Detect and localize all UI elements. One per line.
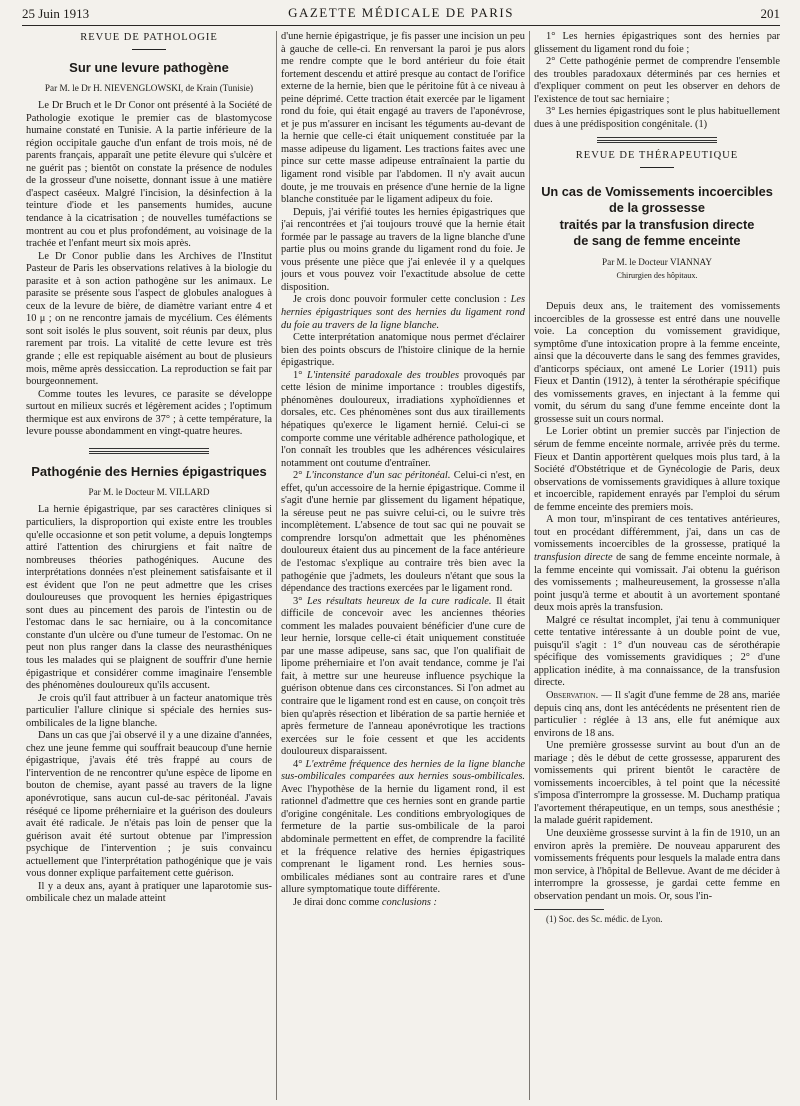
emphasis: Les résultats heureux de la cure radicale. xyxy=(307,595,492,607)
rule xyxy=(132,49,166,50)
paragraph: Depuis, j'ai vérifié toutes les hernies épigastriques que j'ai rencontrées et j'ai toujours trouvé que la hernie était formée par le passage au travers de la ligne blanche d'une partie plus ou moins grande du ligament rond du foie. Je vous présente une pièce que j'ai enlevée il y a quelques jours et vous pouvez voir l'exactitude absolue de cette disposition. xyxy=(281,206,525,293)
title-line: de la grossesse xyxy=(608,200,706,216)
paragraph: Je crois qu'il faut attribuer à un facteur anatomique très particulier l'allure clinique si spéciale des hernies sus-ombilicales de la ligne blanche. xyxy=(26,692,272,729)
double-rule xyxy=(597,140,717,143)
column-divider xyxy=(276,31,277,1100)
item-number: 4° xyxy=(293,758,303,770)
text: — Il s'agit d'une femme de 28 ans, mariée depuis cinq ans, dont les antécédents ne présentent rien de particulier : réglée à 13 ans, elle fut anémique aux environs de 18 ans. xyxy=(534,689,780,739)
item-number: 1° xyxy=(293,369,303,381)
column-2 xyxy=(281,31,525,1106)
title-line: de sang de femme enceinte xyxy=(573,233,741,249)
paragraph: Dans un cas que j'ai observé il y a une dizaine d'années, chez une jeune femme qui souffrait beaucoup d'une hernie épigastrique, j'avais été très frappé au cours de l'intervention de ne rencontrer qu'une espèce de lipome en bouton de chemise, ayant passé au travers de la ligne aponévrotique, sans aucun cul-de-sac péritonéal. J'avais réséqué ce lipome préherniaire et la guérison des douleurs avait été radicale. Je n'étais pas loin de penser que la guérison avait été surtout obtenue par l'impression psychique de l'intervention ; je suis convaincu actuellement que l'interprétation pathogénique que je vais vous donner explique parfaitement cette guérison. xyxy=(26,730,272,880)
paragraph: Il y a deux ans, ayant à pratiquer une laparotomie sus-ombilicale chez un malade atteint xyxy=(26,880,272,905)
text: de sang de femme enceinte normale, à la femme enceinte qui vomissait. J'ai obtenu la guérison des vomissements ; malheureusement, la grossesse n'alla point jusqu'à terme et aboutit à un avortement spontané deux mois après la transfusion. xyxy=(534,551,780,614)
paragraph: Une deuxième grossesse survint à la fin de 1910, un an environ après la première. De nouveau apparurent des vomissements fréquents pour lesquels la malade entra dans mon service, à l'hôpital de Bellevue. Avant de me décider à interrompre la grossesse, je gardai cette femme en observation pendant un mois. Or, sous l'in- xyxy=(534,827,780,902)
paragraph xyxy=(281,596,525,759)
conclusion-item: 3° Les hernies épigastriques sont le plus habituellement dues à une prédisposition congénitale. (1) xyxy=(534,106,780,130)
double-rule xyxy=(89,451,209,454)
paragraph xyxy=(281,759,525,897)
title-line: Un cas de Vomissements incoercibles xyxy=(541,183,773,199)
paragraph: La hernie épigastrique, par ses caractères cliniques si particuliers, la disproportion qui existe entre les troubles qu'elle occasionne et son petit volume, a depuis longtemps attiré l'attention des chirurgiens et fait naître de nombreuses théories pathogéniques. Aucune des interprétations données n'est pleinement satisfaisante et il est évident que l'on ne peut admettre que les crises douloureuses que provoquent les hernies épigastriques sont dues au pincement des parois de l'intestin ou de l'estomac dans le sac herniaire, ou à la concomitance constante d'un ulcère ou d'une tumeur de l'estomac. On ne peut non plus ranger dans la classe des neurasthéniques tous les malades qui se plaignent de souffrir d'une hernie épigastrique et considérer comme imaginaire l'ensemble des phénomènes douloureux qu'ils accusent. xyxy=(26,504,272,692)
paragraph: Une première grossesse survint au bout d'un an de mariage ; dès le début de cette grossesse, apparurent des vomissements qui prirent bientôt le caractère de vomissements incoercibles, à tel point que la nécessité s'imposa d'interrompre la grossesse. M. Duchamp pratiqua l'avortement thérapeutique, en un temps, sous anesthésie ; la malade guérit rapidement. xyxy=(534,740,780,827)
paragraph: Cette interprétation anatomique nous permet d'éclairer bien des points obscurs de l'histoire clinique de la hernie épigastrique. xyxy=(281,332,525,369)
emphasis: L'extrême fréquence des hernies de la ligne blanche sus-ombilicales comparées aux hernies sous-ombilicales. xyxy=(281,758,525,783)
text: Je crois donc pouvoir formuler cette conclusion : xyxy=(293,294,507,306)
column-1 xyxy=(26,31,272,1106)
journal-title: GAZETTE MÉDICALE DE PARIS xyxy=(288,5,514,20)
issue-date: 25 Juin 1913 xyxy=(22,6,90,21)
emphasis: conclusions : xyxy=(381,896,438,908)
article-title xyxy=(534,184,780,250)
text: provoqués par cette lésion de minime importance : troubles digestifs, phénomènes douloureux, irradiations xyphoïdiennes et dorsales, etc. Ces phénomènes sont dus aux tiraillements hépatiques qu'exerce le ligament hernié. Celui-ci se comporte comme une véritable adhérence pathologique, et l'on connaît les troubles que les adhérences vésiculaires notamment ont coutume d'entraîner. xyxy=(281,369,525,469)
paragraph xyxy=(281,897,525,910)
footnote: (1) Soc. des Sc. médic. de Lyon. xyxy=(546,914,663,925)
paragraph xyxy=(281,470,525,595)
text: A mon tour, m'inspirant de ces tentatives antérieures, tout en procédant différemment, j'ai, dans un cas de vomissements incoercibles de la grossesse, pratiqué la xyxy=(534,514,780,551)
paragraph: Le Dr Conor publie dans les Archives de l'Institut Pasteur de Paris les observations relatives à la biologie du parasite et à son action pathogène sur les animaux. Le parasite se présente sous l'aspect de globules analogues à ceux de la levure de bière, de diamètre variant entre 4 et 10 μ ; on ne rencontre jamais de mycélium. Ces éléments sont soit isolés le plus souvent, soit réunis par deux, plus rarement par trois. La vitalité de cette levure est très grande ; elle est repiquable aisément au bout de plusieurs mois, même après dessiccation. La reproduction se fait par bourgeonnement. xyxy=(26,250,272,388)
conclusion-item: 2° Cette pathogénie permet de comprendre l'ensemble des troubles paradoxaux déterminés par ces hernies et d'expliquer comment on peut les observer en dehors de l'existence de tout sac herniaire ; xyxy=(534,56,780,105)
page-header xyxy=(22,4,780,26)
text: Celui-ci n'est, en effet, qu'un accessoire de la hernie épigastrique. Comme il s'agit d'une hernie par glissement du ligament hépatique, la séreuse peut ne pas suivre celui-ci, ou le suivre très incomplètement. L'absence de tout sac qui ne pouvait se comprendre lorsqu'on admettait que les phénomènes douloureux étaient dus au pincement de la face antérieure de l'estomac s'explique au contraire très bien avec la pathogénie que j'admets, les douleurs n'étant que sous la dépendance des tractions exercées par le ligament rond. xyxy=(281,470,525,595)
item-number: 2° xyxy=(293,470,303,482)
paragraph: Malgré ce résultat incomplet, j'ai tenu à communiquer cette tentative intéressante à un double point de vue, puisqu'il s'agit : 1° d'un nouveau cas de sérothérapie spécifique des vomissements gravidiques ; 2° d'une application inédite, à ma connaissance, de la transfusion directe. xyxy=(534,614,780,689)
emphasis: transfusion directe xyxy=(534,551,613,563)
footnote-rule xyxy=(534,909,604,910)
title-line: traités par la transfusion directe xyxy=(559,216,755,232)
author-affiliation: Chirurgien des hôpitaux. xyxy=(616,271,698,281)
rule xyxy=(597,137,717,138)
conclusion-item: 1° Les hernies épigastriques sont des hernies par glissement du ligament rond du foie ; xyxy=(534,31,780,55)
observation-label: Observation. xyxy=(546,689,599,701)
article-byline: Par M. le Docteur M. VILLARD xyxy=(88,486,210,497)
emphasis: Les hernies épigastriques sont des hernies du ligament rond du foie au travers de la ligne blanche. xyxy=(281,294,525,331)
emphasis: L'inconstance d'un sac péritonéal. xyxy=(305,470,451,482)
page-number: 201 xyxy=(760,6,780,21)
paragraph: Le Lorier obtint un premier succès par l'injection de sérum de femme enceinte normale, arrivée près du terme. Fieux et Dantin apportèrent quelques mois plus tard, à la Société d'Obstétrique et de Gynécologie de Paris, deux observations de vomissements gravidiques à allure toxique et incoercible, rapidement enrayés par l'emploi du sérum de femme enceinte des premiers mois. xyxy=(534,426,780,513)
section-rubric: REVUE DE THÉRAPEUTIQUE xyxy=(575,150,739,162)
paragraph xyxy=(534,690,780,740)
column-divider xyxy=(529,31,530,1100)
paragraph xyxy=(281,370,525,470)
section-rubric: REVUE DE PATHOLOGIE xyxy=(80,32,218,43)
article-byline: Par M. le Dr H. NIEVENGLOWSKI, de Krain (Tunisie) xyxy=(44,82,254,93)
article-title: Sur une levure pathogène xyxy=(69,59,229,75)
text: Il était difficile de concevoir avec les anciennes théories comment les malades pouvaient bénéficier d'une cure de leur hernie, lorsque celle-ci était uniquement constituée par une masse adipeuse, sans sac, que l'on qualifiait de lipome préherniaire et l'on avait tendance, comme je l'ai fait, à mettre sur une heureuse influence psychique la guérison obtenue dans ces circonstances. Si l'on admet au contraire que le ligament rond est en cause, on conçoit très bien qu'après résection et libération de sa partie herniée et après fermeture de l'anneau aponévrotique les tractions exercées sur le foie cessent et que les accidents douloureux disparaissent. xyxy=(281,595,525,758)
text: Je dirai donc comme xyxy=(293,896,380,908)
rule xyxy=(640,167,674,168)
paragraph: Le Dr Bruch et le Dr Conor ont présenté à la Société de Pathologie exotique le premier cas de blastomycose humaine constaté en Tunisie. A la partie inférieure de la région occipitale gauche d'un enfant de trois mois, né de parents français, apparaît une petite élevure qui s'ulcère et ne guérit pas ; bientôt on constate la présence de nodules de la grosseur d'une noisette, donnant issue à une matière d'aspect caséeux. Malgré l'incision, la désinfection à la teinture d'iode et les pansements humides, aucune tendance à la cicatrisation ; de nouvelles tuméfactions se montrent au cou et plus profondément, au voisinage de la trachée et l'enfant meurt six mois après. xyxy=(26,100,272,250)
article-byline: Par M. le Docteur VIANNAY xyxy=(602,256,712,267)
paragraph xyxy=(281,294,525,332)
paragraph: d'une hernie épigastrique, je fis passer une incision un peu à gauche de celle-ci. En renversant la paroi je pus alors me rendre compte que le bord antérieur du foie était fortement descendu et attiré presque au contact de l'orifice externe de la hernie, bien que le péritoine fût à ce niveau à peine déprimé. Cette traction était exercée par le ligament rond du foie, qui était engagé au travers de l'aponévrose, et je pus m'assurer en incisant les téguments au-devant de la hernie que celle-ci était uniquement constituée par la masse adipeuse du ligament. Les tractions faites avec une pince sur cette masse adipeuse entraînaient la partie du ligament rond visible par l'abdomen. Il n'y avait aucun doute, je me trouvais en présence d'une hernie de la ligne blanche constituée par le ligament adipeux du foie. xyxy=(281,31,525,206)
emphasis: L'intensité paradoxale des troubles xyxy=(307,369,460,381)
article-title: Pathogénie des Hernies épigastriques xyxy=(31,463,267,479)
paragraph xyxy=(534,514,780,614)
paragraph: Depuis deux ans, le traitement des vomissements incoercibles de la grossesse est entré dans une nouvelle voie. La conception du vomissement gravidique, symptôme d'une intoxication propre à la femme enceinte, ainsi que la découverte dans le sang des femmes gravides, d'anticorps spéciaux, ont amené Le Lorier (1911) puis Fieux et Dantin (1912), à tenter la sérothérapie spécifique des vomissements graves, en injectant à la femme qui vomit, du sérum du sang d'une femme enceinte dont la grossesse suit un cours normal. xyxy=(534,301,780,425)
item-number: 3° xyxy=(293,595,303,607)
rule xyxy=(89,448,209,449)
column-3 xyxy=(534,31,780,1106)
text: Avec l'hypothèse de la hernie du ligament rond, il est rationnel d'admettre que ces hernies sont en grande partie d'origine congénitale. Les conditions embryologiques de fermeture de la partie sus-ombilicale de la paroi abdominale permettent en effet, de comprendre la facilité et la fréquence relative des hernies épigastriques comprenant le ligament rond. Les hernies sous-ombilicales médianes sont au contraire rares et d'une allure symptomatique toute différente. xyxy=(281,783,525,896)
paragraph: Comme toutes les levures, ce parasite se développe surtout en milieux sucrés et légèrement acides ; l'optimum thermique est aux environs de 37° ; à cette température, la levure pousse abondamment en vingt-quatre heures. xyxy=(26,388,272,438)
